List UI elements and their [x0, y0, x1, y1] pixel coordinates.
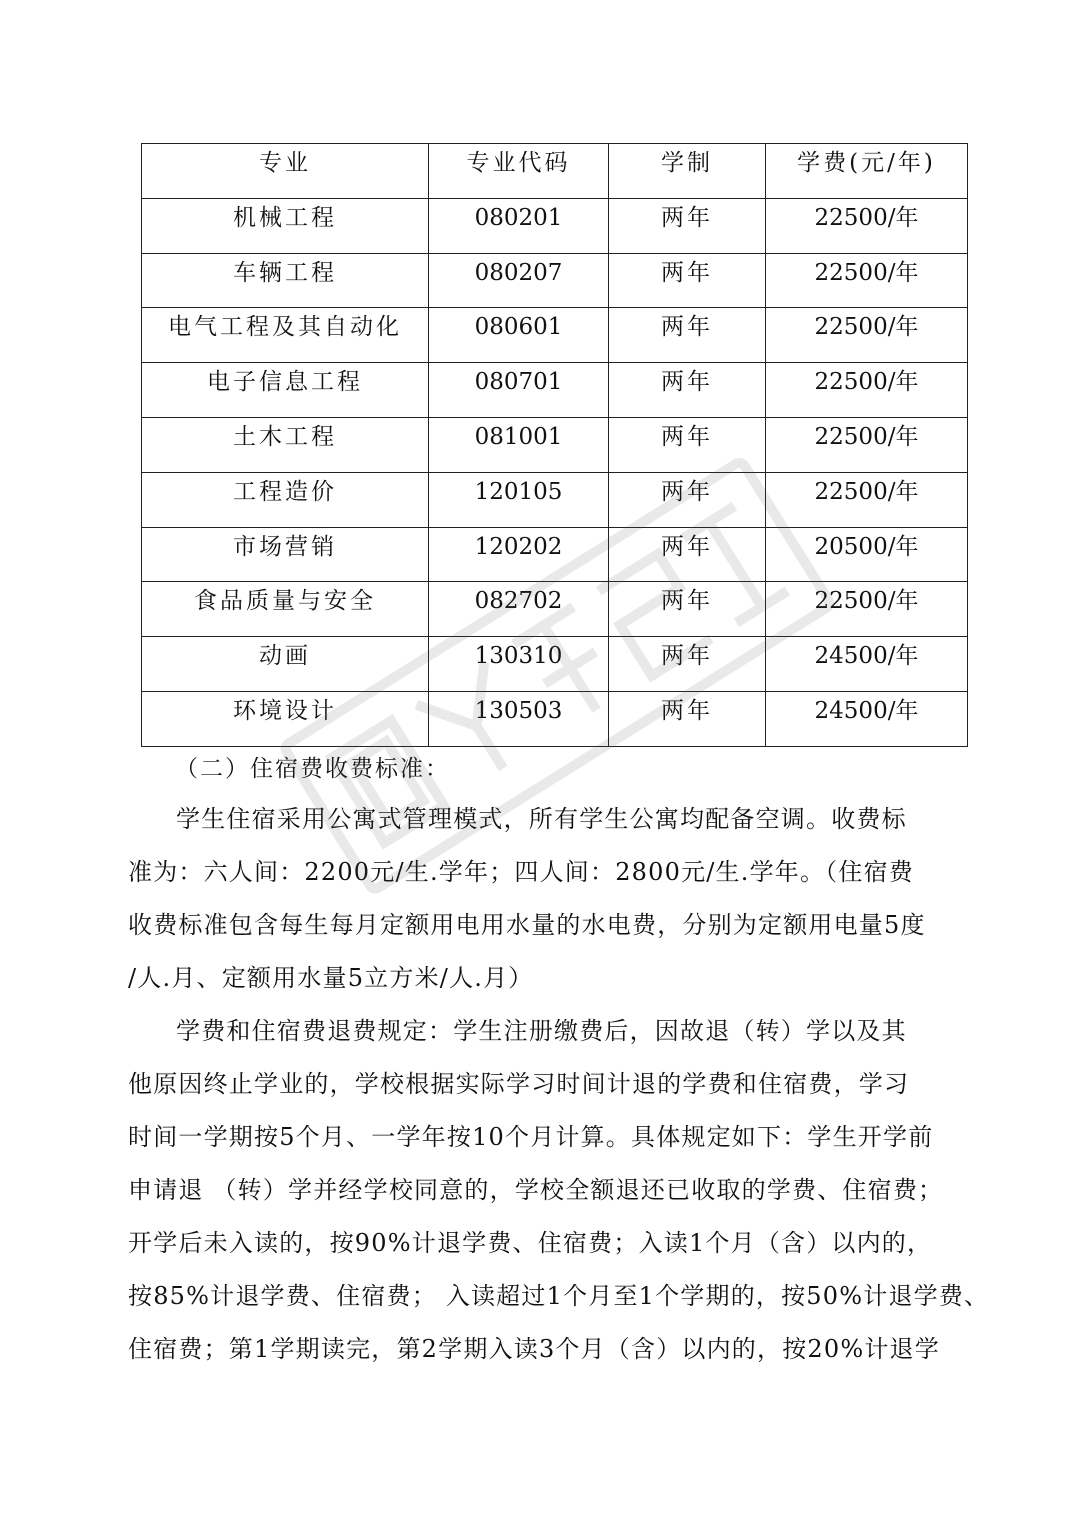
cell-duration: 两年: [609, 363, 766, 418]
housing-paragraph: [128, 793, 990, 1005]
paragraph-line: 申请退 （转）学并经学校同意的，学校全额退还已收取的学费、住宿费；: [128, 1176, 944, 1204]
header-major-code: 专业代码: [429, 144, 609, 199]
cell-duration: 两年: [609, 472, 766, 527]
header-duration: 学制: [609, 144, 766, 199]
cell-tuition: 22500/年: [766, 253, 968, 308]
cell-code: 080201: [429, 198, 609, 253]
table-row: [142, 308, 968, 363]
cell-duration: 两年: [609, 198, 766, 253]
refund-paragraph: [128, 1005, 990, 1376]
cell-major: 车辆工程: [142, 253, 429, 308]
cell-code: 120105: [429, 472, 609, 527]
cell-duration: 两年: [609, 691, 766, 746]
cell-tuition: 24500/年: [766, 637, 968, 692]
cell-duration: 两年: [609, 582, 766, 637]
cell-major: 土木工程: [142, 417, 429, 472]
header-major: 专业: [142, 144, 429, 199]
cell-tuition: 22500/年: [766, 308, 968, 363]
cell-major: 工程造价: [142, 472, 429, 527]
paragraph-line: 学生住宿采用公寓式管理模式，所有学生公寓均配备空调。收费标: [176, 805, 907, 833]
cell-code: 130310: [429, 637, 609, 692]
cell-code: 080601: [429, 308, 609, 363]
cell-major: 市场营销: [142, 527, 429, 582]
header-tuition: 学费(元/年): [766, 144, 968, 199]
cell-duration: 两年: [609, 308, 766, 363]
cell-tuition: 22500/年: [766, 472, 968, 527]
cell-major: 食品质量与安全: [142, 582, 429, 637]
paragraph-line: 他原因终止学业的，学校根据实际学习时间计退的学费和住宿费，学习: [128, 1070, 910, 1098]
table-row: [142, 472, 968, 527]
cell-code: 130503: [429, 691, 609, 746]
section-heading: （二）住宿费收费标准：: [175, 756, 450, 782]
cell-tuition: 22500/年: [766, 198, 968, 253]
paragraph-line: 时间一学期按5个月、一学年按10个月计算。具体规定如下：学生开学前: [128, 1123, 934, 1151]
table-row: [142, 253, 968, 308]
cell-duration: 两年: [609, 637, 766, 692]
cell-tuition: 22500/年: [766, 363, 968, 418]
cell-code: 082702: [429, 582, 609, 637]
cell-major: 电气工程及其自动化: [142, 308, 429, 363]
table-row: [142, 637, 968, 692]
cell-tuition: 24500/年: [766, 691, 968, 746]
tuition-table: [141, 143, 968, 747]
paragraph-line: 按85%计退学费、住宿费； 入读超过1个月至1个学期的，按50%计退学费、: [128, 1282, 990, 1310]
table-row: [142, 527, 968, 582]
paragraph-line: 开学后未入读的，按90%计退学费、住宿费；入读1个月（含）以内的，: [128, 1229, 933, 1257]
cell-code: 080207: [429, 253, 609, 308]
paragraph-line: 住宿费；第1学期读完，第2学期入读3个月（含）以内的，按20%计退学: [128, 1335, 940, 1363]
table-header-row: [142, 144, 968, 199]
cell-tuition: 20500/年: [766, 527, 968, 582]
cell-major: 环境设计: [142, 691, 429, 746]
cell-tuition: 22500/年: [766, 417, 968, 472]
cell-code: 081001: [429, 417, 609, 472]
paragraph-line: /人.月、定额用水量5立方米/人.月）: [128, 964, 534, 992]
cell-major: 机械工程: [142, 198, 429, 253]
table-row: [142, 363, 968, 418]
cell-duration: 两年: [609, 527, 766, 582]
table-row: [142, 691, 968, 746]
paragraph-line: 准为：六人间：2200元/生.学年；四人间：2800元/生.学年。（住宿费: [128, 858, 914, 886]
table-row: [142, 198, 968, 253]
cell-major: 电子信息工程: [142, 363, 429, 418]
cell-code: 120202: [429, 527, 609, 582]
paragraph-line: 学费和住宿费退费规定：学生注册缴费后，因故退（转）学以及其: [176, 1017, 907, 1045]
cell-duration: 两年: [609, 253, 766, 308]
table-row: [142, 417, 968, 472]
cell-major: 动画: [142, 637, 429, 692]
table-row: [142, 582, 968, 637]
cell-code: 080701: [429, 363, 609, 418]
cell-duration: 两年: [609, 417, 766, 472]
paragraph-line: 收费标准包含每生每月定额用电用水量的水电费，分别为定额用电量5度: [128, 911, 926, 939]
cell-tuition: 22500/年: [766, 582, 968, 637]
